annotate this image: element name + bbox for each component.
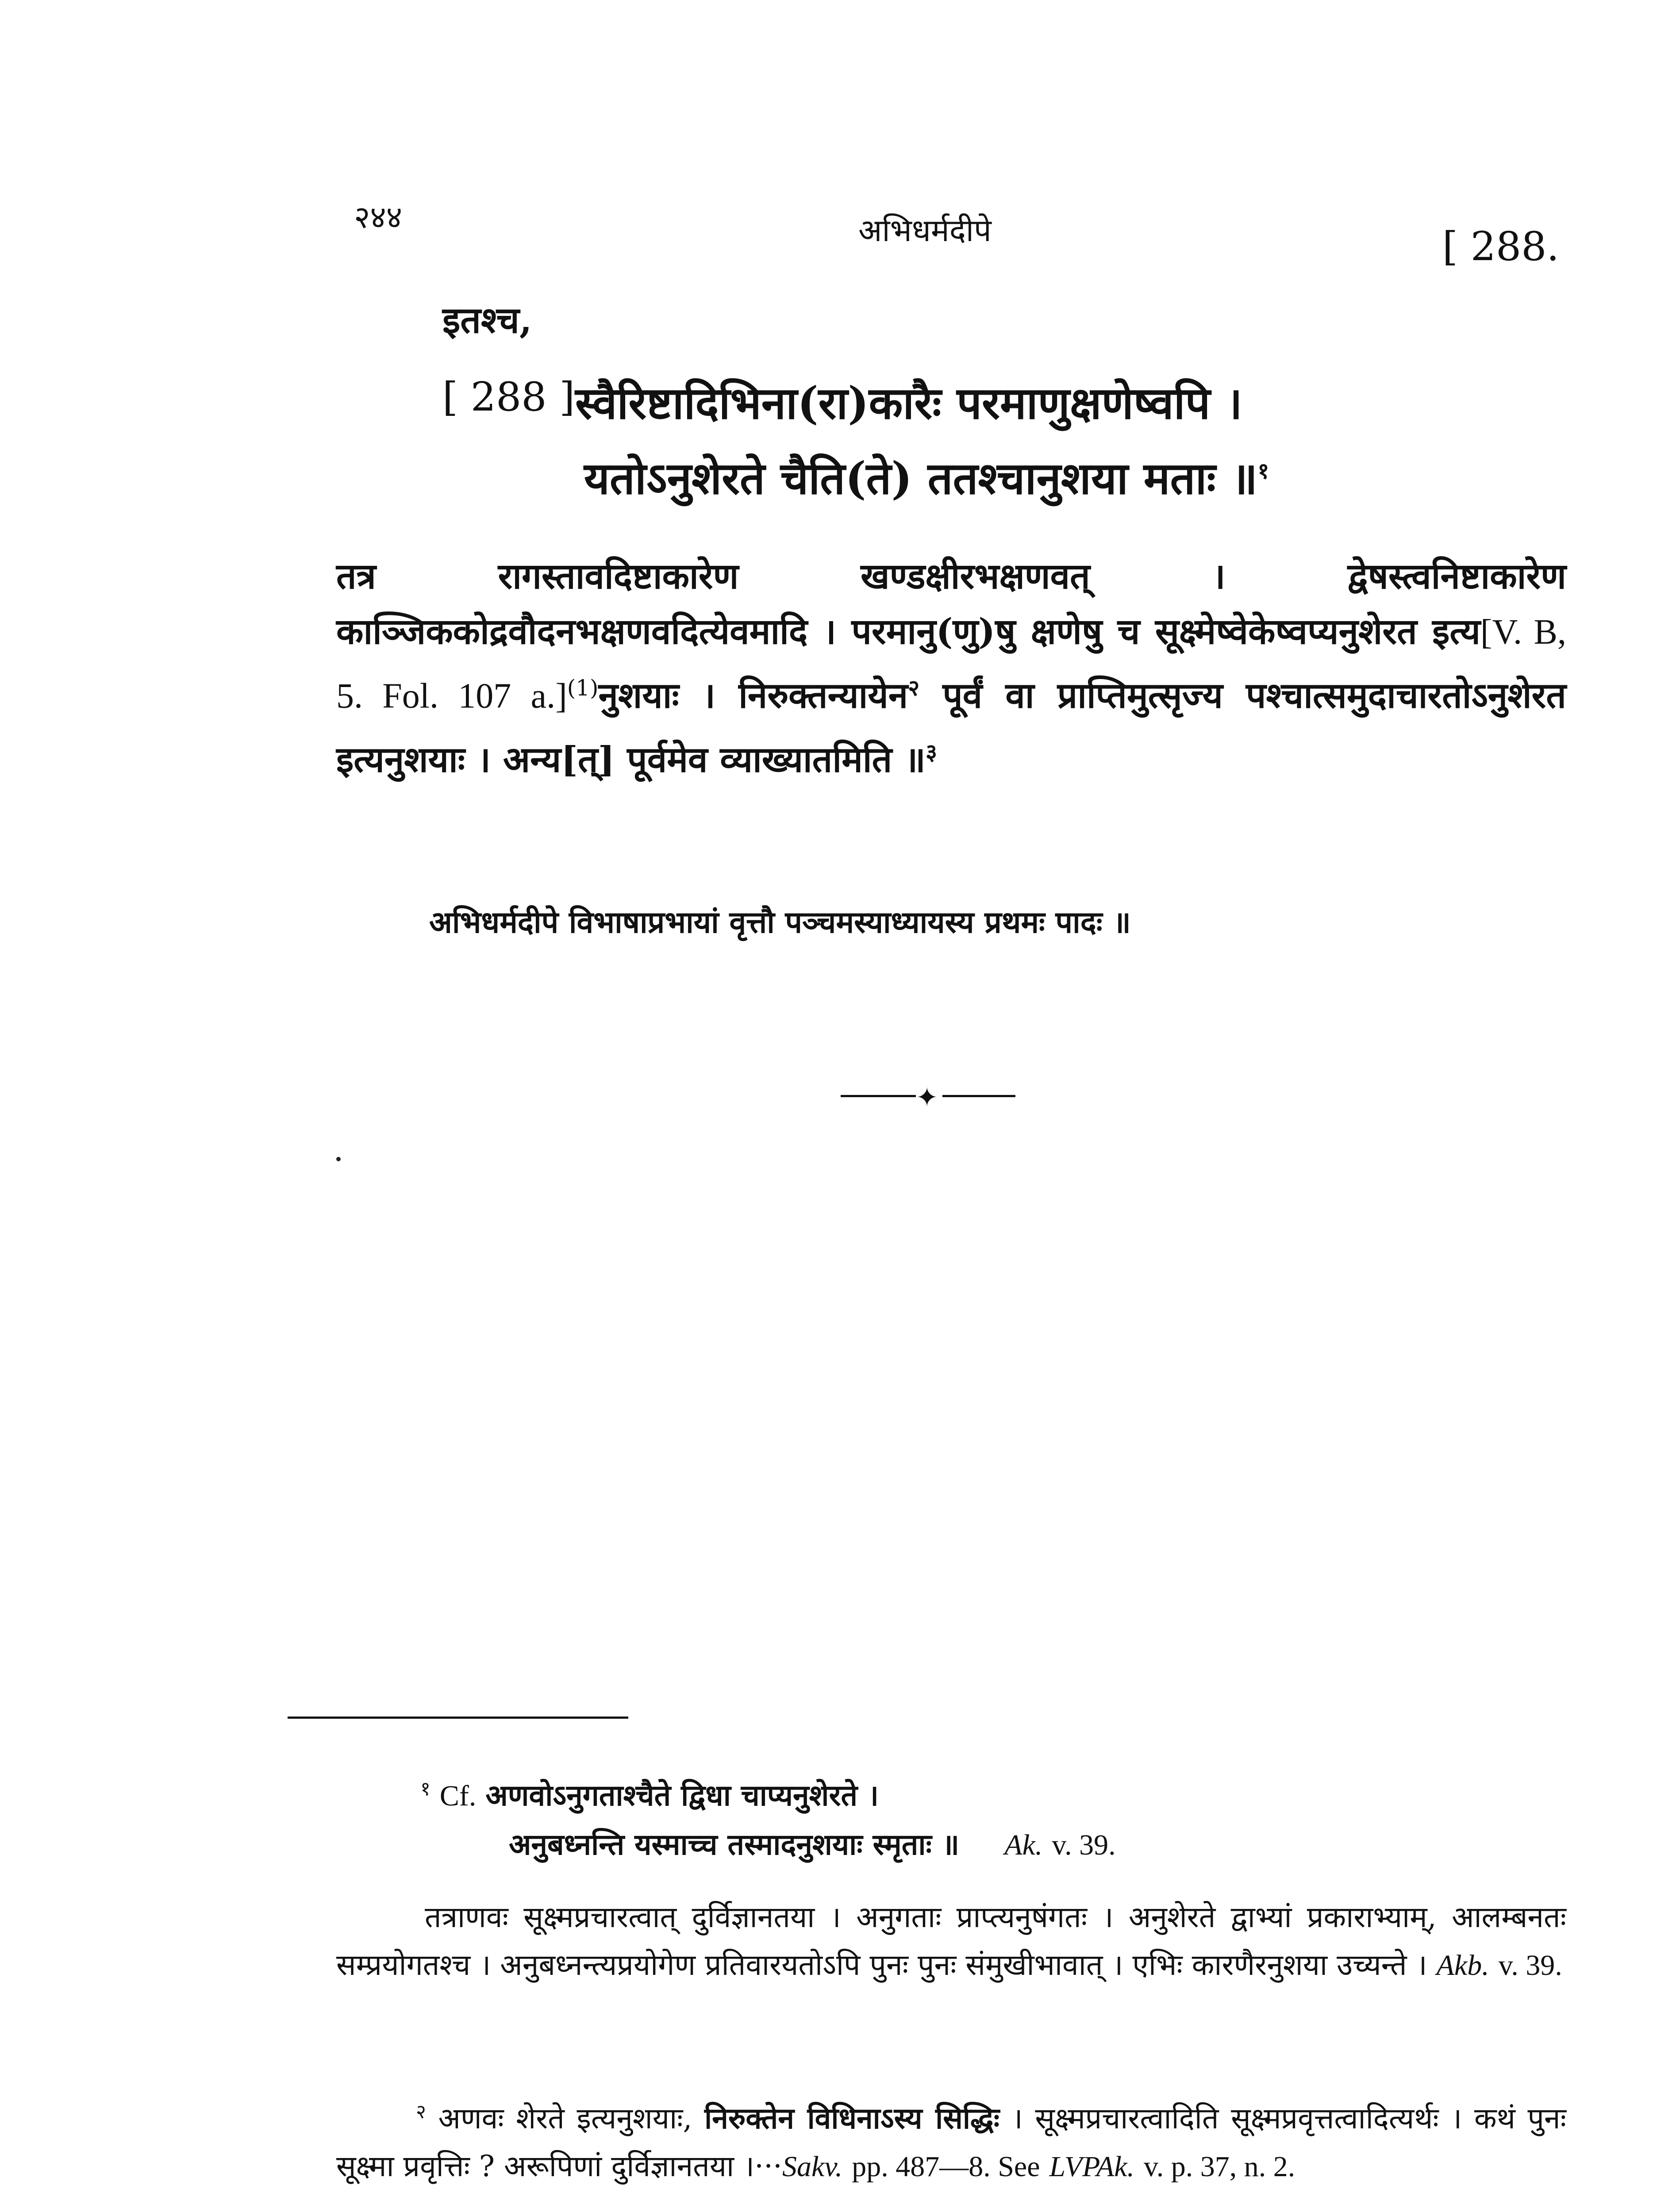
commentary-paragraph bbox=[336, 549, 1566, 787]
footnote-1-paragraph bbox=[336, 1893, 1566, 1989]
running-title: अभिधर्मदीपे bbox=[858, 212, 992, 249]
ornament-right-line bbox=[942, 1095, 1015, 1097]
verse-line-1: स्वैरिष्टादिभिना(रा)कारैः परमाणुक्षणेष्वपि । bbox=[575, 377, 1243, 429]
footnote-2-ref-1: Sakv. bbox=[782, 2151, 843, 2183]
chapter-colophon: अभिधर्मदीपे विभाषाप्रभायां वृत्तौ पञ्चमस्याध्यायस्य प्रथमः पादः ॥ bbox=[429, 905, 1131, 940]
footnote-1-verse-line-2 bbox=[509, 1820, 1672, 1869]
commentary-part-2: नुशयाः । निरुक्तन्यायेन bbox=[598, 674, 908, 716]
page-number: २४४ bbox=[354, 199, 403, 235]
footnote-separator bbox=[288, 1717, 628, 1719]
print-speck bbox=[336, 1157, 341, 1161]
footnote-1-verse-line-1 bbox=[420, 1765, 1650, 1820]
footnote-2-text-b: । सूक्ष्मप्रचारत्वादिति सूक्ष्मप्रवृत्तत्वादित्यर्थः । कथं पुनः सूक्ष्मा प्रवृत्तिः ? अरूपिणां दुर्विज्ञानतया ।··· bbox=[336, 2101, 1566, 2183]
commentary-part-3: पूर्वं वा प्राप्तिमुत्सृज्य पश्चात्समुदाचारतोऽनुशेरत इत्यनुशयाः । अन्य[त्] पूर्वमेव व्याख्यातमिति ॥ bbox=[336, 674, 1566, 780]
footnote-2-ref-2: LVPAk. bbox=[1049, 2151, 1134, 2183]
footnote-1-line-2: अनुबध्नन्ति यस्माच्च तस्मादनुशयाः स्मृताः ॥ bbox=[509, 1827, 960, 1862]
footnote-2-ref-2-loc: v. p. 37, n. 2. bbox=[1143, 2151, 1295, 2183]
footnote-marker-1: १ bbox=[1257, 457, 1269, 484]
footnote-2-paragraph bbox=[336, 2088, 1566, 2191]
verse-number: [ 288 ] bbox=[442, 374, 575, 420]
footnote-1-marker: १ bbox=[420, 1778, 430, 1800]
footnote-1-ref: Ak. bbox=[1004, 1829, 1043, 1861]
verse-line-2-text: यतोऽनुशेरते चैति(ते) ततश्चानुशया मताः ॥ bbox=[584, 452, 1258, 504]
ornament-dot: ✦ bbox=[916, 1082, 938, 1113]
bracket-number: [ 288. bbox=[1442, 223, 1560, 270]
footnote-2-text-a: अणवः शेरते इत्यनुशयाः, bbox=[438, 2101, 692, 2135]
footnote-marker-3: ३ bbox=[926, 738, 937, 765]
footnote-1-line-1: अणवोऽनुगताश्चैते द्विधा चाप्यनुशेरते । bbox=[485, 1778, 879, 1813]
footnote-marker-2: २ bbox=[908, 675, 920, 701]
ornament-left-line bbox=[841, 1095, 916, 1097]
footnote-2-bold: निरुक्तेन विधिनाऽस्य सिद्धिः bbox=[704, 2101, 1000, 2135]
footnote-1-cf: Cf. bbox=[439, 1780, 477, 1812]
verse-line-2 bbox=[584, 447, 1269, 507]
footnote-1-para-ref-loc: v. 39. bbox=[1498, 1949, 1562, 1982]
footnote-1-ref-loc: v. 39. bbox=[1052, 1829, 1116, 1861]
manuscript-ref: [V. B, 5. Fol. 107 a.] bbox=[336, 613, 1566, 716]
commentary-part-1: तत्र रागस्तावदिष्टाकारेण खण्डक्षीरभक्षणवत् । द्वेषस्त्वनिष्टाकारेण काञ्जिककोद्रवौदनभक्षणवदित्येवमादि । परमानु(णु)षु क्षणेषु च सूक्ष्मेष्वेकेष्वप्यनुशेरत इत्य bbox=[336, 555, 1566, 652]
manuscript-ref-sup: (1) bbox=[567, 675, 599, 701]
intro-word: इतश्च, bbox=[442, 299, 532, 342]
footnote-1-para: तत्राणवः सूक्ष्मप्रचारत्वात् दुर्विज्ञानतया । अनुगताः प्राप्त्यनुषंगतः । अनुशेरते द्वाभ्यां प्रकाराभ्याम्, आलम्बनतः सम्प्रयोगतश्च । अनुबध्नन्त्यप्रयोगेण प्रतिवारयतोऽपि पुनः पुनः संमुखीभावात् । एभिः कारणैरनुशया उच्यन्ते । bbox=[336, 1900, 1566, 1982]
footnote-2-pages: pp. 487—8. See bbox=[852, 2151, 1040, 2183]
footnote-1-para-ref: Akb. bbox=[1436, 1949, 1489, 1982]
footnote-2-marker: २ bbox=[416, 2101, 426, 2123]
